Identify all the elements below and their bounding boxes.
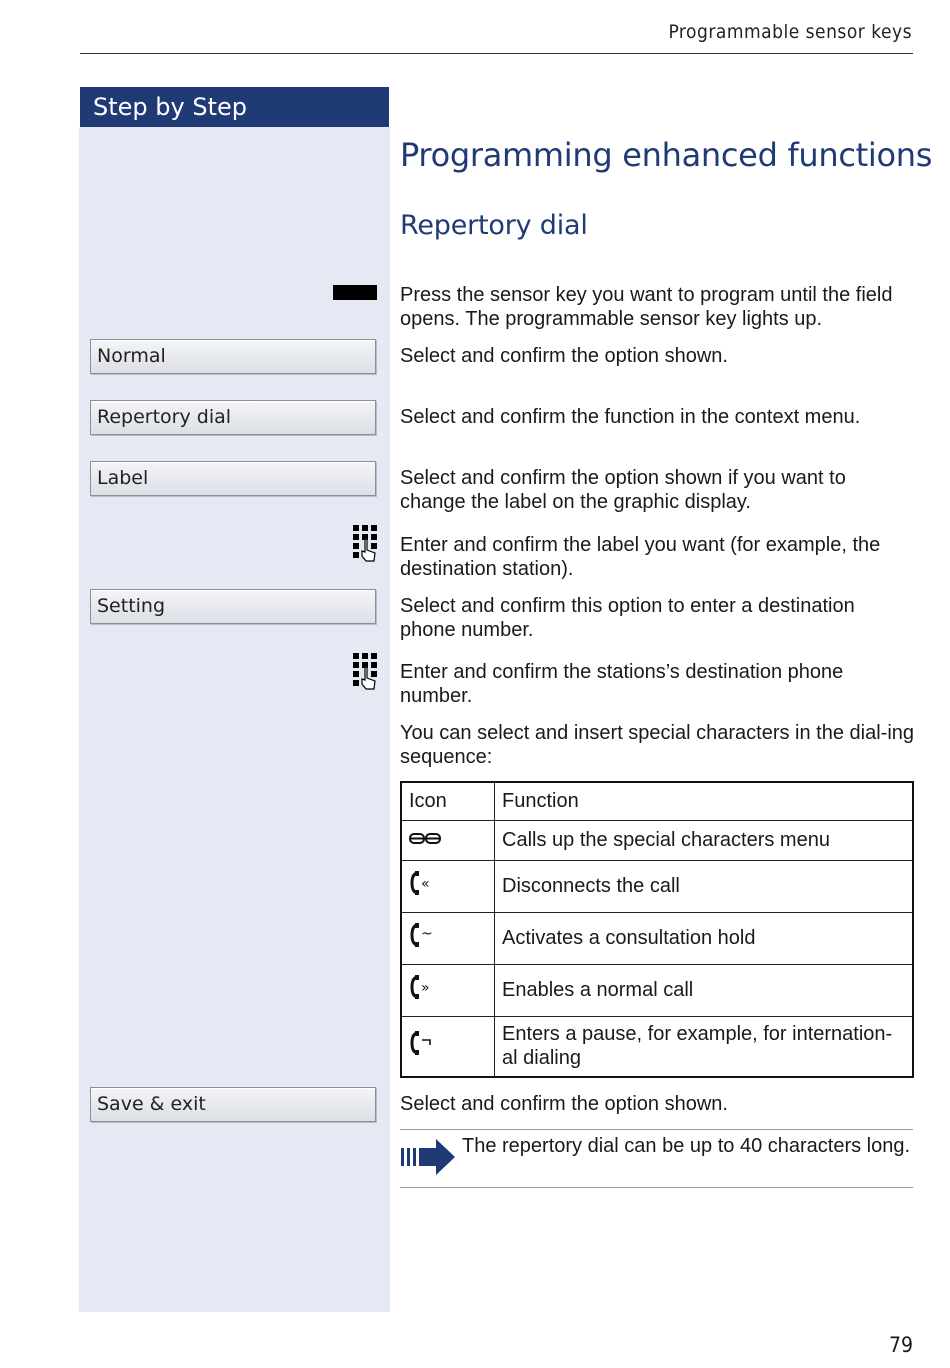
table-row — [401, 1016, 913, 1077]
step-repertory: Select and confirm the function in the context menu. — [400, 406, 861, 428]
label-option-button[interactable]: Label — [90, 461, 376, 496]
step-normal: Select and confirm the option shown. — [400, 345, 728, 367]
note-arrow-icon — [400, 1138, 456, 1176]
table-row — [401, 964, 913, 1016]
table-header-function: Function — [495, 782, 914, 820]
step-by-step-heading: Step by Step — [80, 87, 389, 127]
repertory-dial-option-button[interactable]: Repertory dial — [90, 400, 376, 435]
keypad-icon — [353, 653, 377, 691]
sensor-key-icon — [333, 285, 377, 300]
disconnect-call-icon — [409, 870, 439, 896]
step-press-key: Press the sensor key you want to program until the field opens. The programmable sensor key lights up. — [400, 284, 893, 330]
table-cell-function: Disconnects the call — [495, 860, 914, 912]
table-cell-function: Calls up the special characters menu — [495, 820, 914, 860]
step-enter-label: Enter and confirm the label you want (for example, the destination station). — [400, 534, 881, 580]
consultation-hold-icon — [409, 922, 439, 948]
svg-text:»: » — [421, 980, 430, 996]
step-save-exit: Select and confirm the option shown. — [400, 1093, 728, 1115]
step-label: Select and confirm the option shown if you want to change the label on the graphic display. — [400, 467, 846, 513]
table-row — [401, 860, 913, 912]
table-cell-function: Enters a pause, for example, for internation-al dialing — [495, 1016, 914, 1077]
save-exit-option-button[interactable]: Save & exit — [90, 1087, 376, 1122]
step-enter-number: Enter and confirm the stations’s destination phone number. — [400, 661, 844, 707]
table-header-row — [401, 782, 913, 820]
keypad-icon — [353, 525, 377, 563]
svg-text:~: ~ — [421, 926, 433, 942]
table-row — [401, 820, 913, 860]
section-title: Repertory dial — [400, 210, 588, 241]
table-cell-function: Activates a consultation hold — [495, 912, 914, 964]
table-row — [401, 912, 913, 964]
normal-option-button[interactable]: Normal — [90, 339, 376, 374]
pause-icon — [409, 1030, 439, 1056]
special-characters-icon — [409, 832, 443, 846]
setting-option-button[interactable]: Setting — [90, 589, 376, 624]
step-setting: Select and confirm this option to enter a destination phone number. — [400, 595, 855, 641]
running-header: Programmable sensor keys — [668, 21, 912, 43]
step-special-chars: You can select and insert special characters in the dial-ing sequence: — [400, 722, 915, 768]
special-characters-table — [400, 781, 914, 1078]
page-title: Programming enhanced functions — [400, 136, 933, 174]
table-cell-function: Enables a normal call — [495, 964, 914, 1016]
header-divider — [80, 53, 913, 54]
table-header-icon: Icon — [401, 782, 495, 820]
note-top-divider — [400, 1129, 913, 1130]
page-number: 79 — [888, 1333, 913, 1357]
step-by-step-panel — [79, 127, 390, 1312]
svg-text:«: « — [421, 876, 430, 892]
normal-call-icon — [409, 974, 439, 1000]
note-bottom-divider — [400, 1187, 913, 1188]
note-text: The repertory dial can be up to 40 characters long. — [462, 1135, 911, 1157]
